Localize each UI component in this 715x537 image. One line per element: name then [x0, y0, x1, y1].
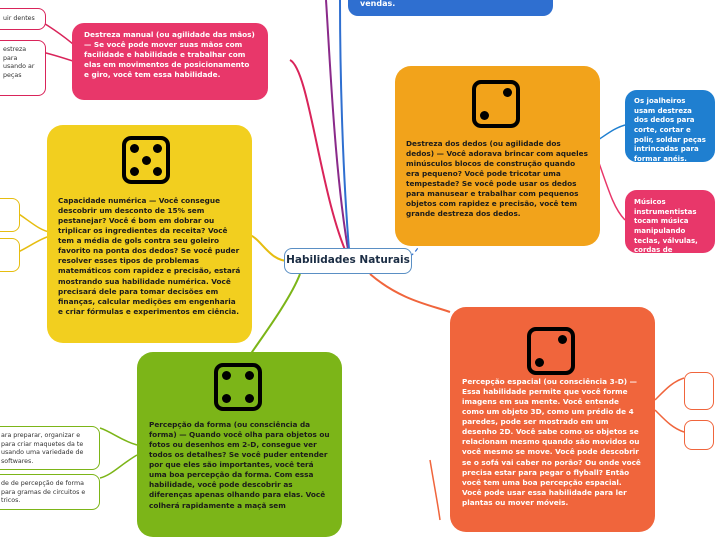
- node-destreza-manual-text: Destreza manual (ou agilidade das mãos) — Se você pode mover suas mãos com facilidade e habilidade e trabalhar com elas em movimentos de posicionamento e giro, você tem essa habilidade.: [84, 30, 255, 80]
- note-top-left-1-text: uir dentes: [3, 15, 35, 22]
- central-topic[interactable]: [284, 248, 412, 274]
- note-yellow-2[interactable]: [0, 238, 20, 272]
- node-capacidade-numerica-text: Capacidade numérica — Você consegue descobrir um desconto de 15% sem pestanejar? Você é bom em dobrar ou triplicar os ingredientes da receita? Você tem a média de gols contra seu goleiro favorito na ponta dos dedos? Se você puder resolver esses tipos de problemas matemáticos com rapidez e precisão, estará mostrando sua habilidade numérica. Você precisará dele para tomar decisões em finanças, calcular medições em engenharia e criar fórmulas e experimentos em ciência.: [58, 196, 241, 316]
- node-vendas-text: vendas.: [360, 0, 396, 8]
- note-bottom-left-1-text: ara preparar, organizar e para criar maquetes da te usando uma variedade de softwares.: [1, 432, 84, 465]
- node-destreza-dedos[interactable]: [395, 66, 600, 246]
- link-bottom-right: [430, 460, 440, 520]
- node-musicos[interactable]: [625, 190, 715, 264]
- link-espacial-out1: [655, 378, 684, 400]
- node-percepcao-espacial[interactable]: [450, 307, 655, 532]
- link-forma-out1: [100, 428, 137, 445]
- node-joalheiros[interactable]: [625, 90, 715, 162]
- note-right-2[interactable]: [684, 420, 714, 450]
- node-percepcao-forma-text: Percepção da forma (ou consciência da forma) — Quando você olha para objetos ou fotos ou desenhos em 2-D, consegue ver todos os detalhes? Se você puder entender por que eles são importantes, você terá uma boa percepção da forma. Com essa habilidade, você pode descobrir as diferenças apenas olhando para elas. Você colherá rapidamente a maçã sem: [149, 420, 330, 510]
- node-vendas[interactable]: [348, 0, 553, 16]
- note-top-left-2[interactable]: [0, 40, 46, 96]
- link-dedos-joalheiros: [598, 125, 625, 140]
- note-bottom-left-2[interactable]: [0, 474, 100, 510]
- link-forma-out2: [100, 455, 137, 478]
- die-two-icon: [472, 80, 520, 128]
- node-percepcao-espacial-text: Percepção espacial (ou consciência 3-D) — Essa habilidade permite que você forme imagens em sua mente. Você entende como um objeto 3D, como um prédio de 4 paredes, pode ser mostrado em um desenho 2D. Você sabe como os objetos se relacionam mesmo quando são movidos ou você mesmo se move. Você pode descobrir se o sofá vai caber no porão? Ou onde você precisa estar para pegar o flyball? Então você tem uma boa percepção espacial. Você pode usar essa habilidade para ler plantas ou mover móveis.: [462, 377, 641, 507]
- die-four-icon: [214, 363, 262, 411]
- central-topic-title: Habilidades Naturais: [286, 254, 410, 266]
- note-bottom-left-1[interactable]: [0, 426, 100, 470]
- link-espacial-out2: [655, 410, 684, 432]
- note-top-left-2-text: estreza para usando ar peças: [3, 46, 35, 79]
- note-bottom-left-2-text: de de percepção de forma para gramas de circuitos e tricos.: [1, 480, 86, 504]
- node-capacidade-numerica[interactable]: [47, 125, 252, 343]
- link-percepcao-espacial: [370, 274, 450, 312]
- note-top-left-1[interactable]: [0, 8, 46, 30]
- node-destreza-manual[interactable]: [72, 23, 268, 100]
- link-percepcao-forma: [250, 274, 300, 355]
- link-top-blue: [340, 0, 350, 261]
- node-musicos-text: Músicos instrumentistas tocam música manipulando teclas, válvulas, cordas de instrumentos.: [634, 198, 698, 264]
- die-two-icon-espacial: [527, 327, 575, 375]
- note-right-1[interactable]: [684, 372, 714, 410]
- node-destreza-dedos-text: Destreza dos dedos (ou agilidade dos dedos) — Você adorava brincar com aqueles minúsculos blocos de construção quando era pequeno? Você pode tricotar uma tempestade? Se você pode usar os dedos para manusear e trabalhar com pequenos objetos com rapidez e precisão, você tem grande destreza dos dedos.: [406, 139, 588, 219]
- die-five-icon: [122, 136, 170, 184]
- link-dedos-musicos: [598, 160, 625, 220]
- note-yellow-1[interactable]: [0, 198, 20, 232]
- node-joalheiros-text: Os joalheiros usam destreza dos dedos para corte, cortar e polir, soldar peças intrincadas para formar anéis.: [634, 97, 706, 163]
- node-percepcao-forma[interactable]: [137, 352, 342, 537]
